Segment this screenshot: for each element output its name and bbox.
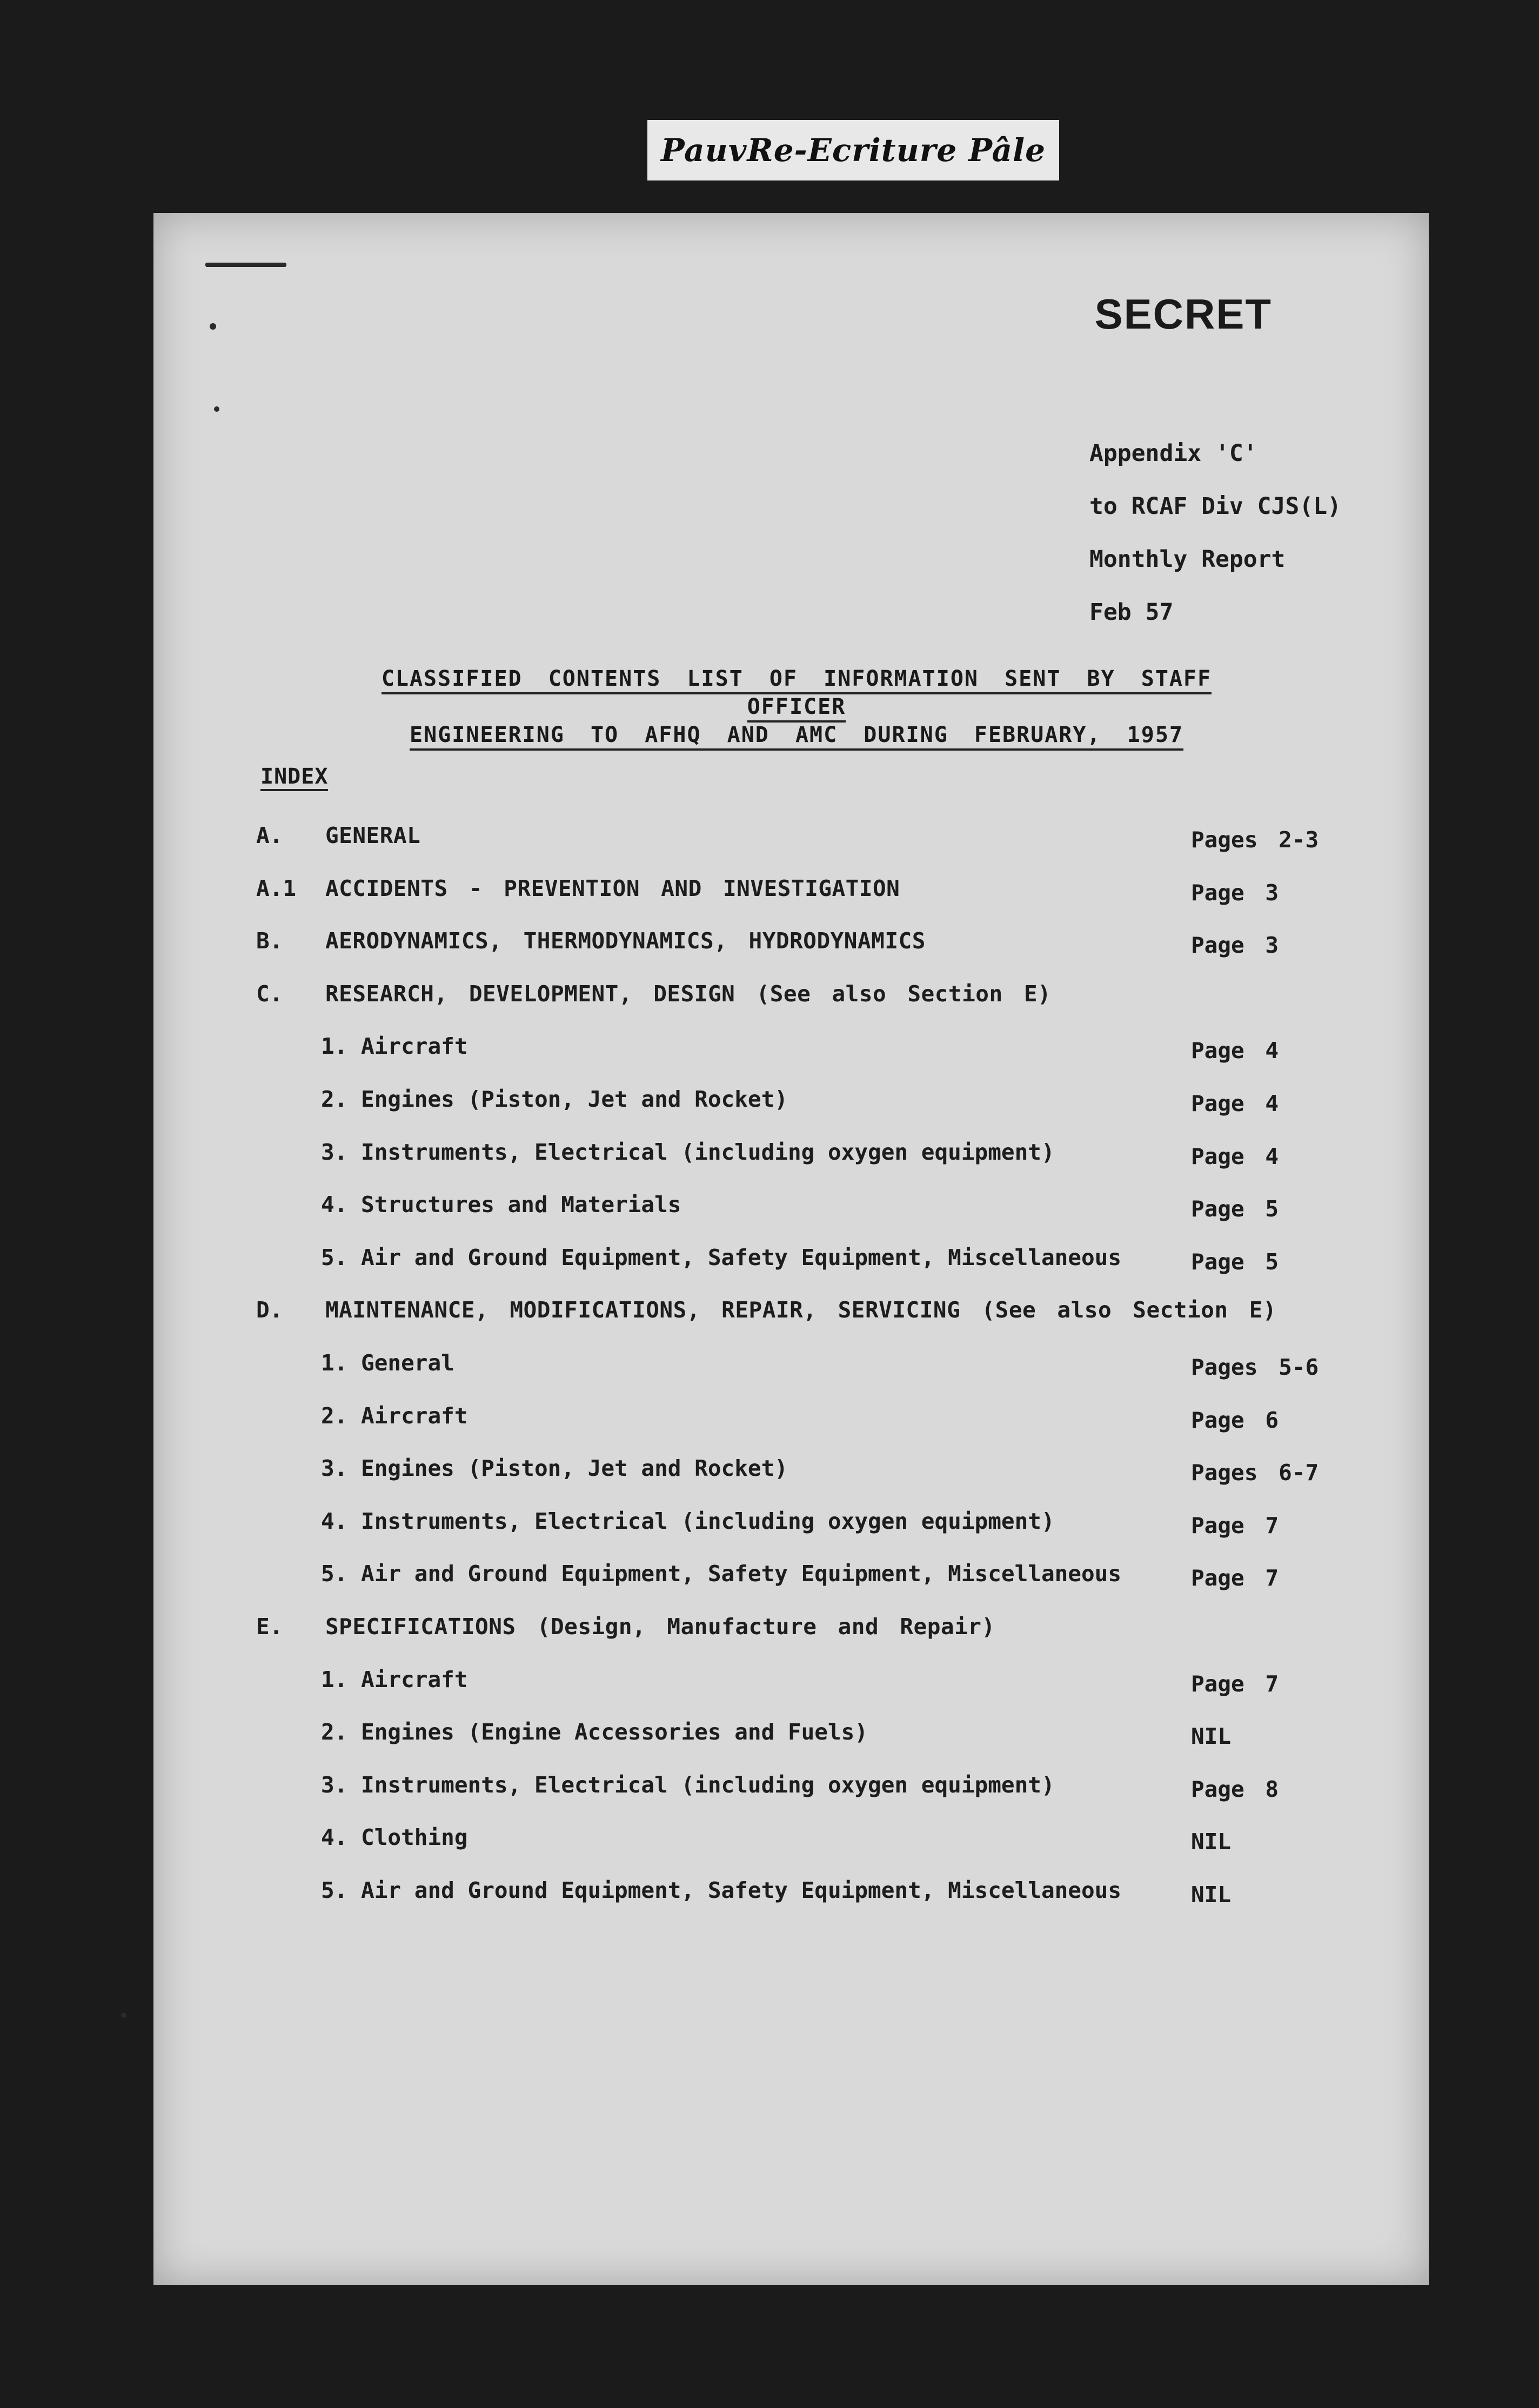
subsection-title: 2. Aircraft <box>321 1403 468 1429</box>
title-line: ENGINEERING TO AFHQ AND AMC DURING FEBRUARY, 1957 <box>410 723 1183 751</box>
staple-mark <box>205 263 286 267</box>
page-reference: Page 7 <box>1191 1565 1279 1591</box>
section-title: MAINTENANCE, MODIFICATIONS, REPAIR, SERVICING (See also Section E) <box>325 1297 1277 1323</box>
subsection-title: 2. Engines (Engine Accessories and Fuels) <box>321 1719 868 1745</box>
appendix-block <box>1089 427 1341 639</box>
subsection-title: 1. General <box>321 1350 454 1376</box>
page-reference: Page 3 <box>1191 932 1279 958</box>
page-reference: Page 5 <box>1191 1249 1279 1275</box>
page-reference: Page 4 <box>1191 1038 1279 1063</box>
page-reference: NIL <box>1191 1723 1232 1749</box>
title-line: CLASSIFIED CONTENTS LIST OF INFORMATION SENT BY STAFF OFFICER <box>382 666 1212 723</box>
page-reference: Page 7 <box>1191 1513 1279 1539</box>
appendix-line: Monthly Report <box>1089 546 1286 573</box>
page-reference: Page 4 <box>1191 1091 1279 1116</box>
page-reference: NIL <box>1191 1882 1232 1908</box>
entry-code: E. <box>256 1614 283 1640</box>
subsection-title: 1. Aircraft <box>321 1033 468 1059</box>
entry-code: C. <box>256 981 283 1007</box>
document-title <box>326 665 1267 749</box>
appendix-line: Appendix 'C' <box>1089 440 1257 467</box>
subsection-title: 5. Air and Ground Equipment, Safety Equipment, Miscellaneous <box>321 1877 1122 1903</box>
appendix-line: to RCAF Div CJS(L) <box>1089 493 1341 520</box>
section-title: RESEARCH, DEVELOPMENT, DESIGN (See also Section E) <box>325 981 1052 1007</box>
entry-code: D. <box>256 1297 283 1323</box>
punch-mark <box>121 2012 126 2018</box>
page-reference: NIL <box>1191 1829 1232 1855</box>
page-reference: Pages 5-6 <box>1191 1354 1319 1380</box>
subsection-title: 5. Air and Ground Equipment, Safety Equipment, Miscellaneous <box>321 1245 1122 1270</box>
subsection-title: 4. Clothing <box>321 1824 468 1850</box>
section-title: GENERAL <box>325 822 421 848</box>
index-heading: INDEX <box>260 764 328 791</box>
page-reference: Pages 2-3 <box>1191 827 1319 853</box>
section-title: SPECIFICATIONS (Design, Manufacture and Repair) <box>325 1614 995 1640</box>
punch-mark <box>214 406 219 412</box>
subsection-title: 3. Instruments, Electrical (including oxygen equipment) <box>321 1772 1055 1798</box>
page-reference: Page 6 <box>1191 1407 1279 1433</box>
section-title: AERODYNAMICS, THERMODYNAMICS, HYDRODYNAMICS <box>325 928 926 954</box>
classification-heading: SECRET <box>1094 290 1272 338</box>
page-reference: Pages 6-7 <box>1191 1460 1319 1486</box>
page-reference: Page 7 <box>1191 1671 1279 1697</box>
entry-code: A. <box>256 822 283 848</box>
page-reference: Page 3 <box>1191 880 1279 906</box>
subsection-title: 1. Aircraft <box>321 1667 468 1693</box>
entry-code: B. <box>256 928 283 954</box>
appendix-line: Feb 57 <box>1089 599 1174 626</box>
entry-code: A.1 <box>256 875 297 901</box>
page-reference: Page 5 <box>1191 1196 1279 1222</box>
subsection-title: 3. Instruments, Electrical (including oxygen equipment) <box>321 1139 1055 1165</box>
subsection-title: 4. Structures and Materials <box>321 1192 681 1218</box>
document-sheet <box>153 213 1429 2285</box>
page-reference: Page 4 <box>1191 1143 1279 1169</box>
subsection-title: 5. Air and Ground Equipment, Safety Equipment, Miscellaneous <box>321 1561 1122 1587</box>
subsection-title: 3. Engines (Piston, Jet and Rocket) <box>321 1455 788 1481</box>
subsection-title: 4. Instruments, Electrical (including oxygen equipment) <box>321 1508 1055 1534</box>
section-title: ACCIDENTS - PREVENTION AND INVESTIGATION <box>325 875 900 901</box>
punch-mark <box>210 323 216 330</box>
page-reference: Page 8 <box>1191 1776 1279 1802</box>
archive-label-strip: PauvRe-Ecriture Pâle <box>647 120 1059 180</box>
subsection-title: 2. Engines (Piston, Jet and Rocket) <box>321 1086 788 1112</box>
